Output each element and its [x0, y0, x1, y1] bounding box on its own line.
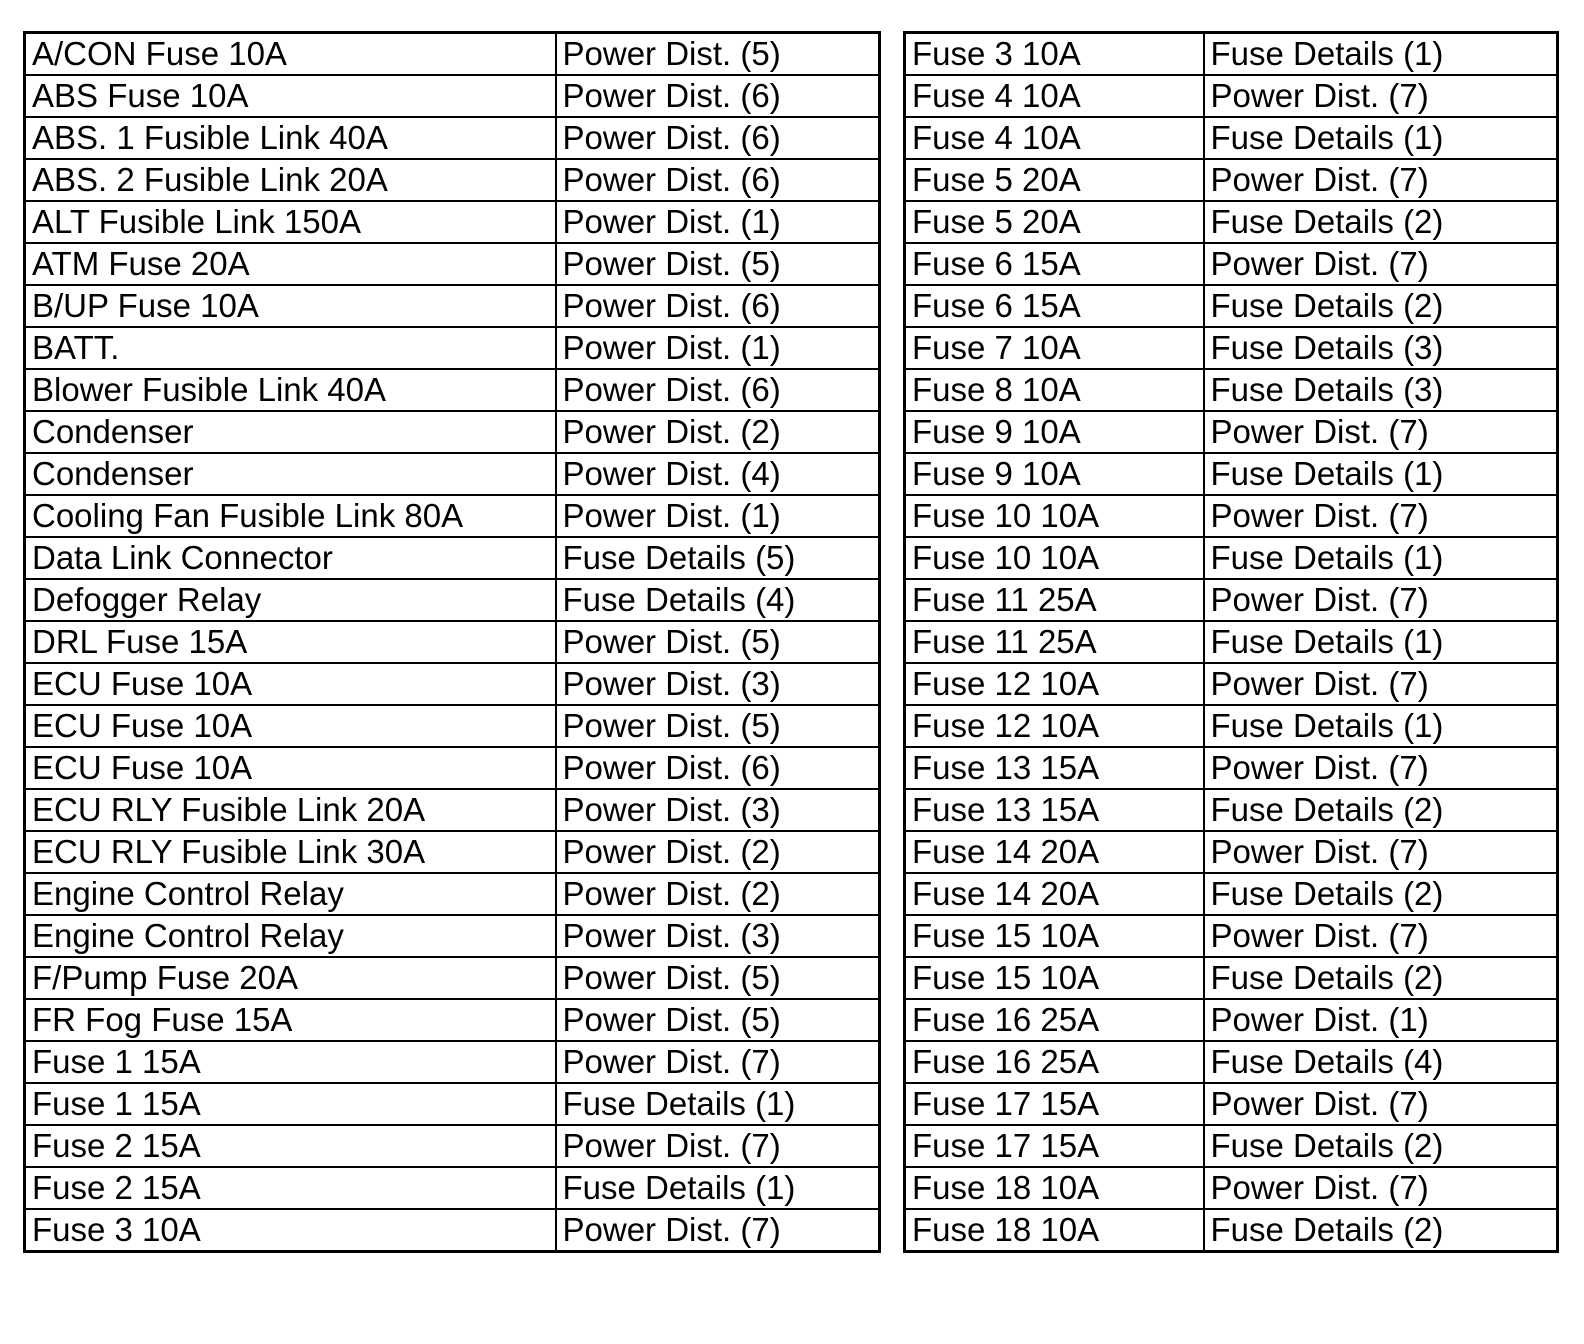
component-cell: ABS. 1 Fusible Link 40A — [25, 117, 556, 159]
table-row — [25, 243, 880, 285]
table-row — [25, 1167, 880, 1209]
table-row — [905, 663, 1558, 705]
component-cell: Fuse 11 25A — [905, 621, 1204, 663]
location-cell: Power Dist. (6) — [556, 747, 880, 789]
table-row — [25, 999, 880, 1041]
component-cell: ECU Fuse 10A — [25, 747, 556, 789]
table-row — [25, 873, 880, 915]
location-cell: Power Dist. (7) — [1204, 915, 1558, 957]
component-cell: Fuse 15 10A — [905, 957, 1204, 999]
location-cell: Fuse Details (1) — [1204, 117, 1558, 159]
component-cell: A/CON Fuse 10A — [25, 33, 556, 76]
table-row — [25, 621, 880, 663]
table-row — [905, 159, 1558, 201]
location-cell: Power Dist. (7) — [1204, 159, 1558, 201]
component-cell: ECU RLY Fusible Link 20A — [25, 789, 556, 831]
right-index-body — [905, 33, 1558, 1252]
table-row — [905, 33, 1558, 76]
location-cell: Fuse Details (1) — [1204, 705, 1558, 747]
location-cell: Power Dist. (7) — [1204, 1167, 1558, 1209]
table-row — [905, 999, 1558, 1041]
component-cell: Fuse 14 20A — [905, 831, 1204, 873]
table-row — [905, 1167, 1558, 1209]
table-row — [25, 411, 880, 453]
table-row — [905, 873, 1558, 915]
location-cell: Fuse Details (2) — [1204, 957, 1558, 999]
table-row — [25, 789, 880, 831]
location-cell: Fuse Details (1) — [1204, 33, 1558, 76]
component-cell: Engine Control Relay — [25, 915, 556, 957]
location-cell: Power Dist. (4) — [556, 453, 880, 495]
component-cell: Fuse 14 20A — [905, 873, 1204, 915]
component-cell: Fuse 5 20A — [905, 201, 1204, 243]
location-cell: Power Dist. (2) — [556, 411, 880, 453]
component-cell: BATT. — [25, 327, 556, 369]
component-cell: Fuse 5 20A — [905, 159, 1204, 201]
table-row — [25, 957, 880, 999]
table-row — [905, 1125, 1558, 1167]
component-cell: Fuse 2 15A — [25, 1125, 556, 1167]
component-cell: F/Pump Fuse 20A — [25, 957, 556, 999]
location-cell: Power Dist. (1) — [556, 327, 880, 369]
location-cell: Fuse Details (1) — [556, 1083, 880, 1125]
table-row — [25, 453, 880, 495]
location-cell: Power Dist. (6) — [556, 117, 880, 159]
table-row — [25, 495, 880, 537]
table-row — [905, 1083, 1558, 1125]
component-cell: Fuse 12 10A — [905, 663, 1204, 705]
component-cell: FR Fog Fuse 15A — [25, 999, 556, 1041]
location-cell: Power Dist. (5) — [556, 999, 880, 1041]
location-cell: Power Dist. (6) — [556, 75, 880, 117]
component-cell: ABS Fuse 10A — [25, 75, 556, 117]
component-cell: Fuse 6 15A — [905, 285, 1204, 327]
component-cell: Fuse 16 25A — [905, 1041, 1204, 1083]
component-cell: Fuse 8 10A — [905, 369, 1204, 411]
location-cell: Power Dist. (5) — [556, 243, 880, 285]
table-row — [905, 1209, 1558, 1252]
component-cell: ECU RLY Fusible Link 30A — [25, 831, 556, 873]
location-cell: Fuse Details (2) — [1204, 1125, 1558, 1167]
location-cell: Power Dist. (7) — [1204, 747, 1558, 789]
table-row — [905, 453, 1558, 495]
location-cell: Power Dist. (2) — [556, 831, 880, 873]
location-cell: Power Dist. (6) — [556, 369, 880, 411]
table-row — [25, 327, 880, 369]
location-cell: Power Dist. (5) — [556, 705, 880, 747]
table-row — [25, 117, 880, 159]
component-cell: ALT Fusible Link 150A — [25, 201, 556, 243]
table-row — [905, 915, 1558, 957]
table-row — [905, 537, 1558, 579]
table-row — [905, 789, 1558, 831]
right-index-table — [903, 31, 1559, 1253]
location-cell: Power Dist. (7) — [1204, 663, 1558, 705]
component-cell: Data Link Connector — [25, 537, 556, 579]
table-row — [25, 1209, 880, 1252]
location-cell: Fuse Details (1) — [1204, 453, 1558, 495]
location-cell: Power Dist. (1) — [556, 495, 880, 537]
location-cell: Power Dist. (1) — [556, 201, 880, 243]
location-cell: Power Dist. (5) — [556, 33, 880, 76]
component-cell: Fuse 4 10A — [905, 117, 1204, 159]
location-cell: Power Dist. (7) — [1204, 1083, 1558, 1125]
table-row — [25, 201, 880, 243]
table-row — [905, 579, 1558, 621]
table-row — [905, 285, 1558, 327]
component-cell: B/UP Fuse 10A — [25, 285, 556, 327]
component-cell: ATM Fuse 20A — [25, 243, 556, 285]
location-cell: Fuse Details (3) — [1204, 369, 1558, 411]
location-cell: Fuse Details (2) — [1204, 873, 1558, 915]
component-cell: Fuse 4 10A — [905, 75, 1204, 117]
component-cell: DRL Fuse 15A — [25, 621, 556, 663]
component-cell: Fuse 12 10A — [905, 705, 1204, 747]
location-cell: Fuse Details (3) — [1204, 327, 1558, 369]
location-cell: Power Dist. (6) — [556, 285, 880, 327]
component-cell: Fuse 10 10A — [905, 537, 1204, 579]
location-cell: Fuse Details (1) — [556, 1167, 880, 1209]
table-row — [905, 369, 1558, 411]
table-row — [25, 159, 880, 201]
component-cell: Fuse 1 15A — [25, 1083, 556, 1125]
table-row — [25, 579, 880, 621]
location-cell: Power Dist. (7) — [556, 1209, 880, 1252]
component-cell: Fuse 6 15A — [905, 243, 1204, 285]
location-cell: Power Dist. (7) — [556, 1125, 880, 1167]
table-row — [905, 117, 1558, 159]
location-cell: Power Dist. (7) — [1204, 831, 1558, 873]
location-cell: Power Dist. (5) — [556, 621, 880, 663]
location-cell: Fuse Details (1) — [1204, 621, 1558, 663]
location-cell: Power Dist. (6) — [556, 159, 880, 201]
location-cell: Power Dist. (3) — [556, 789, 880, 831]
component-cell: Fuse 7 10A — [905, 327, 1204, 369]
table-row — [25, 747, 880, 789]
table-row — [905, 495, 1558, 537]
table-row — [25, 369, 880, 411]
location-cell: Power Dist. (5) — [556, 957, 880, 999]
component-cell: Fuse 15 10A — [905, 915, 1204, 957]
component-cell: Engine Control Relay — [25, 873, 556, 915]
location-cell: Power Dist. (3) — [556, 663, 880, 705]
table-row — [905, 243, 1558, 285]
component-cell: Fuse 3 10A — [905, 33, 1204, 76]
table-row — [905, 747, 1558, 789]
component-cell: Blower Fusible Link 40A — [25, 369, 556, 411]
component-cell: Fuse 10 10A — [905, 495, 1204, 537]
location-cell: Fuse Details (2) — [1204, 1209, 1558, 1252]
table-row — [25, 1041, 880, 1083]
component-cell: Fuse 17 15A — [905, 1083, 1204, 1125]
component-cell: Fuse 16 25A — [905, 999, 1204, 1041]
location-cell: Fuse Details (2) — [1204, 285, 1558, 327]
location-cell: Power Dist. (1) — [1204, 999, 1558, 1041]
location-cell: Fuse Details (1) — [1204, 537, 1558, 579]
location-cell: Fuse Details (5) — [556, 537, 880, 579]
left-index-table — [23, 31, 881, 1253]
location-cell: Power Dist. (7) — [1204, 495, 1558, 537]
table-row — [25, 663, 880, 705]
table-row — [905, 1041, 1558, 1083]
location-cell: Power Dist. (7) — [1204, 75, 1558, 117]
table-row — [905, 621, 1558, 663]
component-cell: Defogger Relay — [25, 579, 556, 621]
location-cell: Power Dist. (7) — [556, 1041, 880, 1083]
table-row — [25, 537, 880, 579]
component-cell: Fuse 9 10A — [905, 411, 1204, 453]
component-cell: Fuse 18 10A — [905, 1209, 1204, 1252]
location-cell: Fuse Details (4) — [1204, 1041, 1558, 1083]
component-cell: Fuse 3 10A — [25, 1209, 556, 1252]
location-cell: Power Dist. (7) — [1204, 579, 1558, 621]
component-cell: ECU Fuse 10A — [25, 705, 556, 747]
component-cell: Cooling Fan Fusible Link 80A — [25, 495, 556, 537]
location-cell: Power Dist. (3) — [556, 915, 880, 957]
component-cell: Fuse 18 10A — [905, 1167, 1204, 1209]
location-cell: Power Dist. (7) — [1204, 243, 1558, 285]
component-cell: Fuse 1 15A — [25, 1041, 556, 1083]
component-cell: Fuse 9 10A — [905, 453, 1204, 495]
component-cell: Fuse 11 25A — [905, 579, 1204, 621]
location-cell: Power Dist. (2) — [556, 873, 880, 915]
component-cell: ABS. 2 Fusible Link 20A — [25, 159, 556, 201]
table-row — [25, 831, 880, 873]
table-row — [25, 915, 880, 957]
component-cell: Fuse 13 15A — [905, 789, 1204, 831]
table-row — [905, 831, 1558, 873]
left-index-body — [25, 33, 880, 1252]
location-cell: Fuse Details (2) — [1204, 789, 1558, 831]
component-cell: Fuse 13 15A — [905, 747, 1204, 789]
table-row — [25, 705, 880, 747]
table-row — [905, 75, 1558, 117]
component-cell: Condenser — [25, 411, 556, 453]
table-row — [25, 285, 880, 327]
table-row — [25, 75, 880, 117]
location-cell: Power Dist. (7) — [1204, 411, 1558, 453]
table-row — [25, 1083, 880, 1125]
component-cell: ECU Fuse 10A — [25, 663, 556, 705]
component-cell: Condenser — [25, 453, 556, 495]
table-row — [905, 201, 1558, 243]
component-cell: Fuse 17 15A — [905, 1125, 1204, 1167]
table-row — [25, 1125, 880, 1167]
location-cell: Fuse Details (2) — [1204, 201, 1558, 243]
table-row — [25, 33, 880, 76]
location-cell: Fuse Details (4) — [556, 579, 880, 621]
table-row — [905, 411, 1558, 453]
table-row — [905, 705, 1558, 747]
table-row — [905, 957, 1558, 999]
table-row — [905, 327, 1558, 369]
component-cell: Fuse 2 15A — [25, 1167, 556, 1209]
